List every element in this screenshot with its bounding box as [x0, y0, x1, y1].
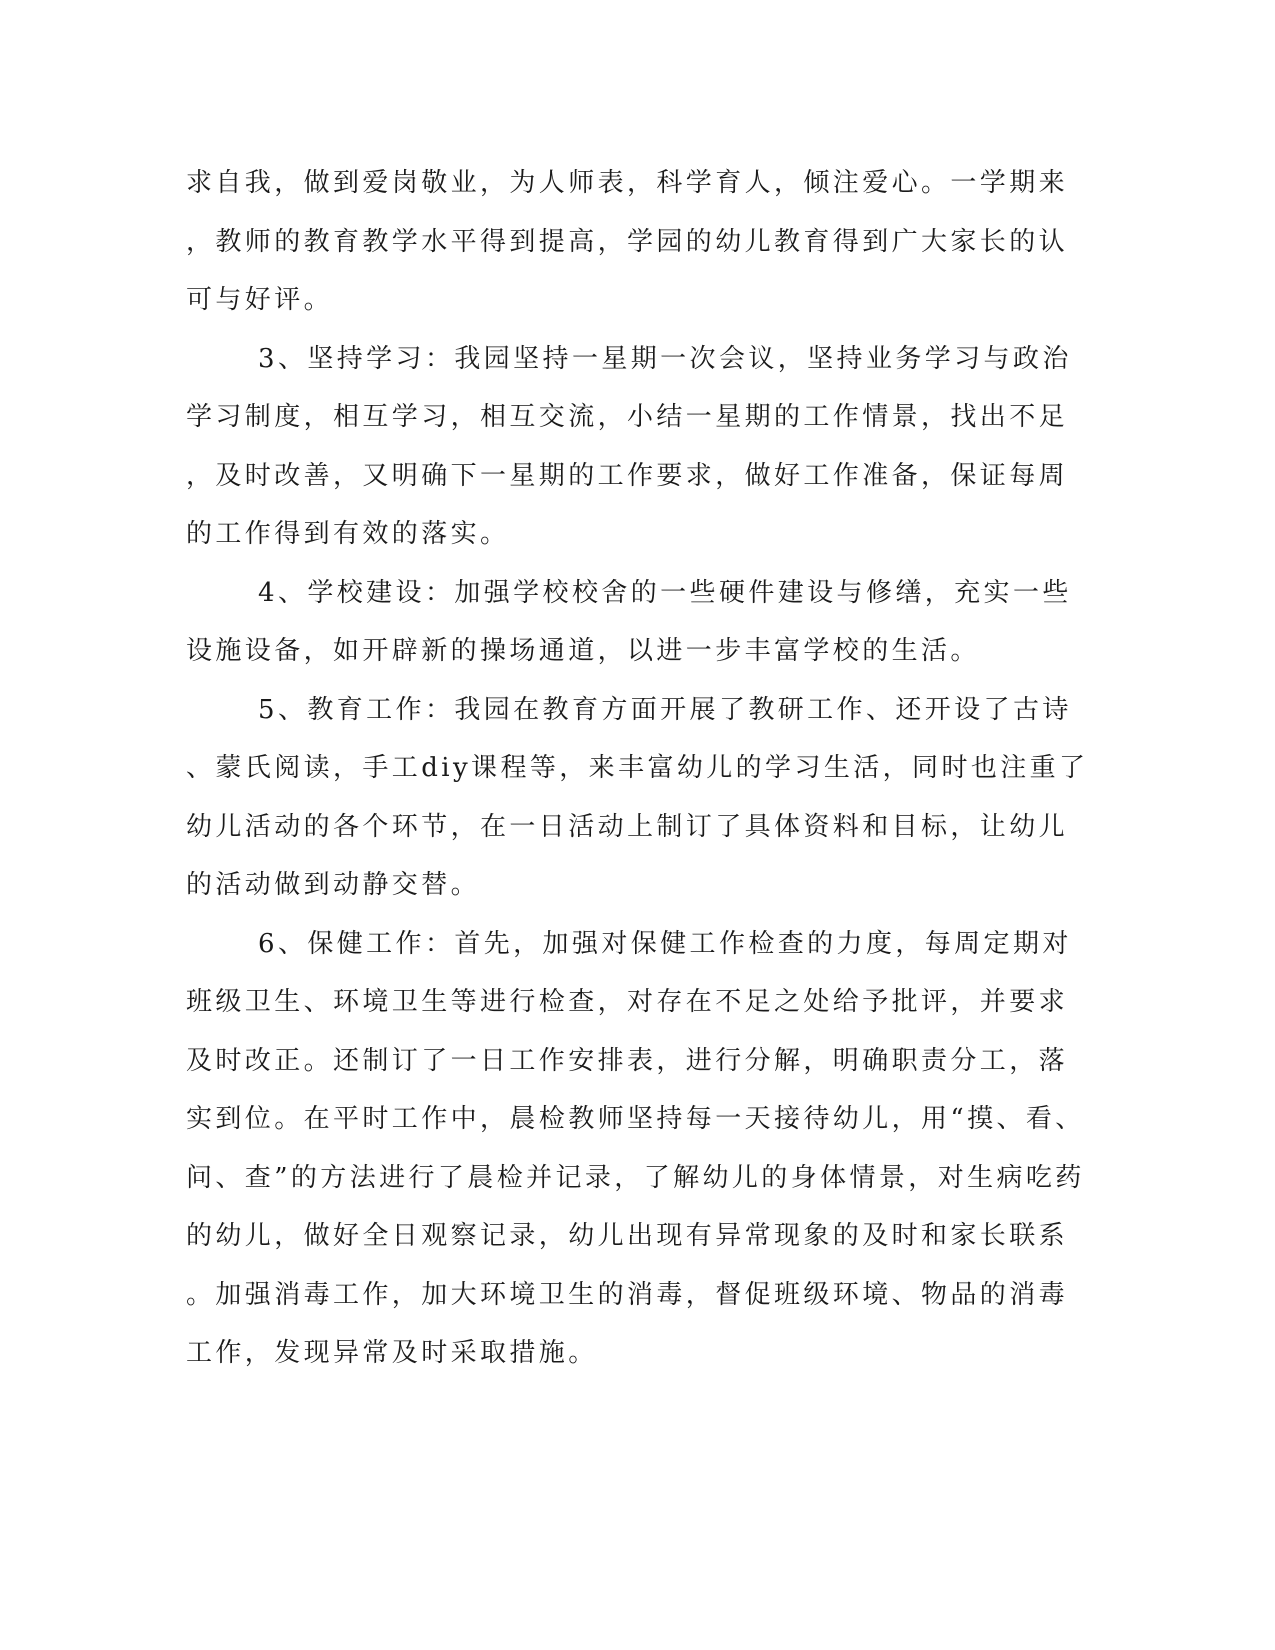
text-line: 求自我，做到爱岗敬业，为人师表，科学育人，倾注爱心。一学期来	[186, 168, 1069, 198]
text-line: 班级卫生、环境卫生等进行检查，对存在不足之处给予批评，并要求	[186, 987, 1069, 1017]
text-line: 的活动做到动静交替。	[186, 870, 481, 900]
text-line: 学习制度，相互学习，相互交流，小结一星期的工作情景，找出不足	[186, 402, 1069, 432]
text-line: 工作，发现异常及时采取措施。	[186, 1338, 598, 1368]
text-line: 及时改正。还制订了一日工作安排表，进行分解，明确职责分工，落	[186, 1046, 1069, 1076]
text-line: 幼儿活动的各个环节，在一日活动上制订了具体资料和目标，让幼儿	[186, 812, 1069, 842]
text-line: 可与好评。	[186, 285, 334, 315]
paragraph-3-first-line: 3、坚持学习：我园坚持一星期一次会议，坚持业务学习与政治	[258, 344, 1072, 374]
text-line: 的幼儿，做好全日观察记录，幼儿出现有异常现象的及时和家长联系	[186, 1221, 1069, 1251]
paragraph-6-first-line: 6、保健工作：首先，加强对保健工作检查的力度，每周定期对	[258, 929, 1072, 959]
text-line: 、蒙氏阅读，手工diy课程等，来丰富幼儿的学习生活，同时也注重了	[186, 753, 1089, 783]
text-line: 问、查”的方法进行了晨检并记录，了解幼儿的身体情景，对生病吃药	[186, 1163, 1085, 1193]
text-line: 。加强消毒工作，加大环境卫生的消毒，督促班级环境、物品的消毒	[186, 1280, 1069, 1310]
text-line: ，及时改善，又明确下一星期的工作要求，做好工作准备，保证每周	[186, 461, 1069, 491]
text-line: ，教师的教育教学水平得到提高，学园的幼儿教育得到广大家长的认	[186, 227, 1069, 257]
paragraph-4-first-line: 4、学校建设：加强学校校舍的一些硬件建设与修缮，充实一些	[258, 578, 1072, 608]
text-line: 实到位。在平时工作中，晨检教师坚持每一天接待幼儿，用“摸、看、	[186, 1104, 1085, 1134]
text-line: 的工作得到有效的落实。	[186, 519, 510, 549]
paragraph-5-first-line: 5、教育工作：我园在教育方面开展了教研工作、还开设了古诗	[258, 695, 1072, 725]
text-line: 设施设备，如开辟新的操场通道，以进一步丰富学校的生活。	[186, 636, 980, 666]
